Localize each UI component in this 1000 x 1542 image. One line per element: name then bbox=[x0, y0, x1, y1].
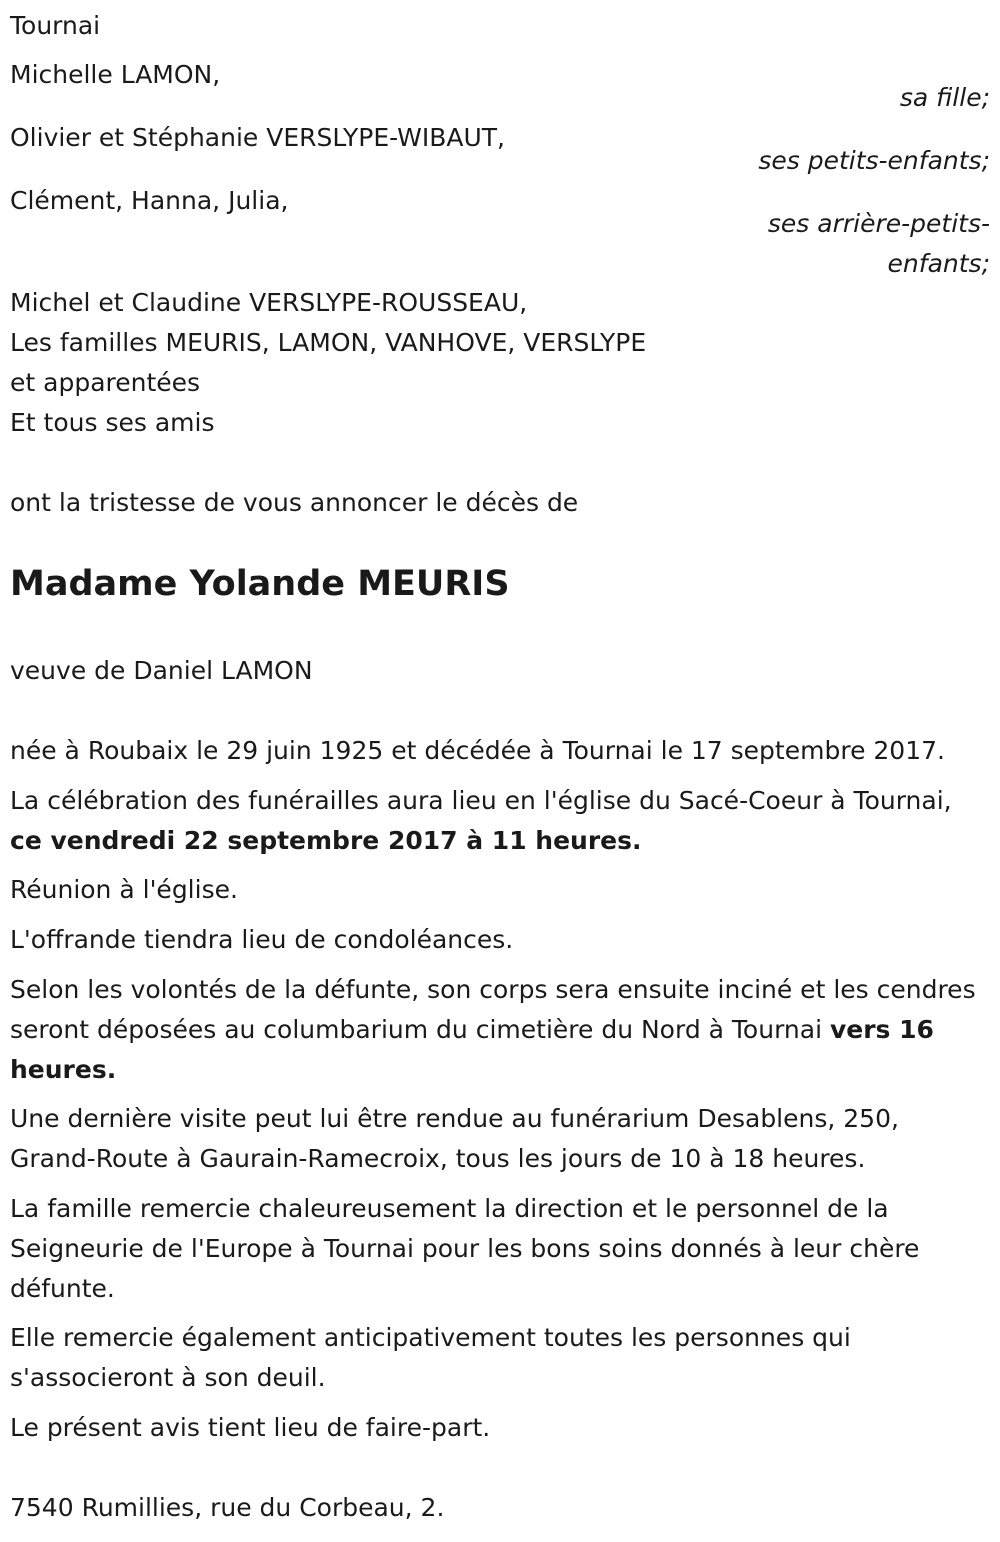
funeral-paragraph bbox=[10, 781, 985, 861]
family-member-grandchildren: Olivier et Stéphanie VERSLYPE-WIBAUT, bbox=[10, 123, 506, 152]
family-member-daughter: Michelle LAMON, bbox=[10, 60, 221, 89]
funeral-datetime: ce vendredi 22 septembre 2017 à 11 heures. bbox=[10, 826, 642, 855]
relation-grandchildren: ses petits-enfants; bbox=[758, 146, 990, 175]
notice-text: Le présent avis tient lieu de faire-part. bbox=[10, 1413, 491, 1442]
cremation-time: vers 16 heures. bbox=[10, 1015, 934, 1084]
other-friends: Et tous ses amis bbox=[10, 408, 215, 437]
visit-text: Une dernière visite peut lui être rendue au funérarium Desablens, 250, Grand-Route à Gaurain-Ramecroix, tous les jours de 10 à 18 heures. bbox=[10, 1104, 899, 1173]
widow-of: veuve de Daniel LAMON bbox=[10, 656, 313, 685]
cremation-text: Selon les volontés de la défunte, son corps sera ensuite inciné et les cendres seront déposées au columbarium du cimetière du Nord à Tournai bbox=[10, 975, 976, 1044]
funeral-text: La célébration des funérailles aura lieu en l'église du Sacé-Coeur à Tournai, bbox=[10, 786, 952, 815]
meeting-text: Réunion à l'église. bbox=[10, 875, 238, 904]
other-related: et apparentées bbox=[10, 368, 201, 397]
thanks-anticipated-text: Elle remercie également anticipativement toutes les personnes qui s'associeront à son deuil. bbox=[10, 1323, 851, 1392]
family-member-great-grandchildren: Clément, Hanna, Julia, bbox=[10, 186, 289, 215]
offering-text: L'offrande tiendra lieu de condoléances. bbox=[10, 925, 514, 954]
thanks-text: La famille remercie chaleureusement la direction et le personnel de la Seigneurie de l'Europe à Tournai pour les bons soins donnés à leur chère défunte. bbox=[10, 1194, 920, 1303]
other-families: Les familles MEURIS, LAMON, VANHOVE, VERSLYPE bbox=[10, 328, 647, 357]
city-header: Tournai bbox=[10, 11, 101, 40]
relation-daughter: sa fille; bbox=[899, 83, 990, 112]
other-relative: Michel et Claudine VERSLYPE-ROUSSEAU, bbox=[10, 288, 528, 317]
relation-great-grandchildren-line2: enfants; bbox=[887, 249, 990, 278]
deceased-name: Madame Yolande MEURIS bbox=[10, 564, 510, 604]
address-text: 7540 Rumillies, rue du Corbeau, 2. bbox=[10, 1493, 445, 1522]
announcement-text: ont la tristesse de vous annoncer le décès de bbox=[10, 488, 579, 517]
relation-great-grandchildren-line1: ses arrière-petits- bbox=[767, 209, 990, 238]
cremation-paragraph bbox=[10, 970, 985, 1090]
birth-death-text: née à Roubaix le 29 juin 1925 et décédée à Tournai le 17 septembre 2017. bbox=[10, 736, 945, 765]
